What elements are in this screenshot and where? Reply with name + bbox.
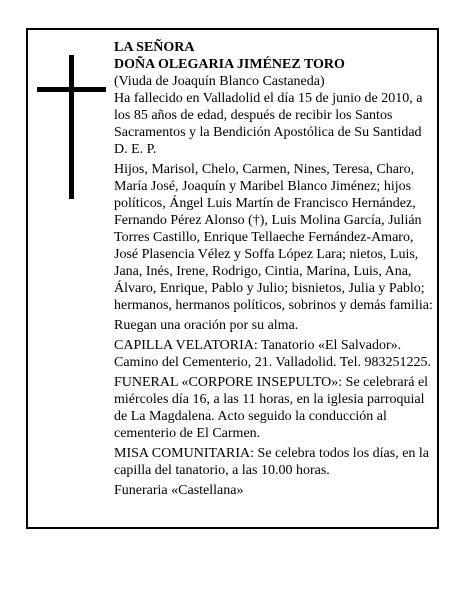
family-list: Hijos, Marisol, Chelo, Carmen, Nines, Teresa, Charo, María José, Joaquín y Maribel Blanco Jiménez; hijos políticos, Ángel Luis Martín de Francisco Hernández, Fernando Pérez Alonso (†), Luis Molina García, Julián Torres Castillo, Enrique Tellaeche Fernández-Amaro, José Plasencia Vélez y Soffa López Lara; nietos, Luis, Jana, Inés, Irene, Rodrigo, Cintia, Marina, Luis, Ana, Álvaro, Enrique, Pablo y Julio; bisnietos, Julia y Pablo; hermanos, hermanos políticos, sobrinos y demás familia:: [114, 162, 433, 313]
obituary-notice: [26, 28, 439, 529]
cross-horizontal-bar: [37, 87, 106, 92]
death-announcement: Ha fallecido en Valladolid el día 15 de junio de 2010, a los 85 años de edad, después de recibir los Santos Sacramentos y la Bendición Apostólica de Su Santidad D. E. P.: [114, 91, 423, 157]
notice-title: LA SEÑORA: [114, 40, 195, 55]
prayer-request: Ruegan una oración por su alma.: [114, 318, 299, 333]
deceased-name: DOÑA OLEGARIA JIMÉNEZ TORO: [114, 57, 345, 72]
chapel-info: CAPILLA VELATORIA: Tanatorio «El Salvador». Camino del Cementerio, 21. Valladolid. Tel. 983251225.: [114, 338, 431, 370]
mass-info: MISA COMUNITARIA: Se celebra todos los días, en la capilla del tanatorio, a las 10.00 horas.: [114, 446, 430, 478]
funeral-home: Funeraria «Castellana»: [114, 483, 244, 498]
cross-vertical-bar: [69, 55, 74, 199]
widow-subtitle: (Viuda de Joaquín Blanco Castaneda): [114, 74, 325, 89]
funeral-info: FUNERAL «CORPORE INSEPULTO»: Se celebrará el miércoles día 16, a las 11 horas, en la iglesia parroquial de La Magdalena. Acto seguido la conducción al cementerio de El Carmen.: [114, 375, 429, 441]
notice-text: [114, 39, 434, 499]
